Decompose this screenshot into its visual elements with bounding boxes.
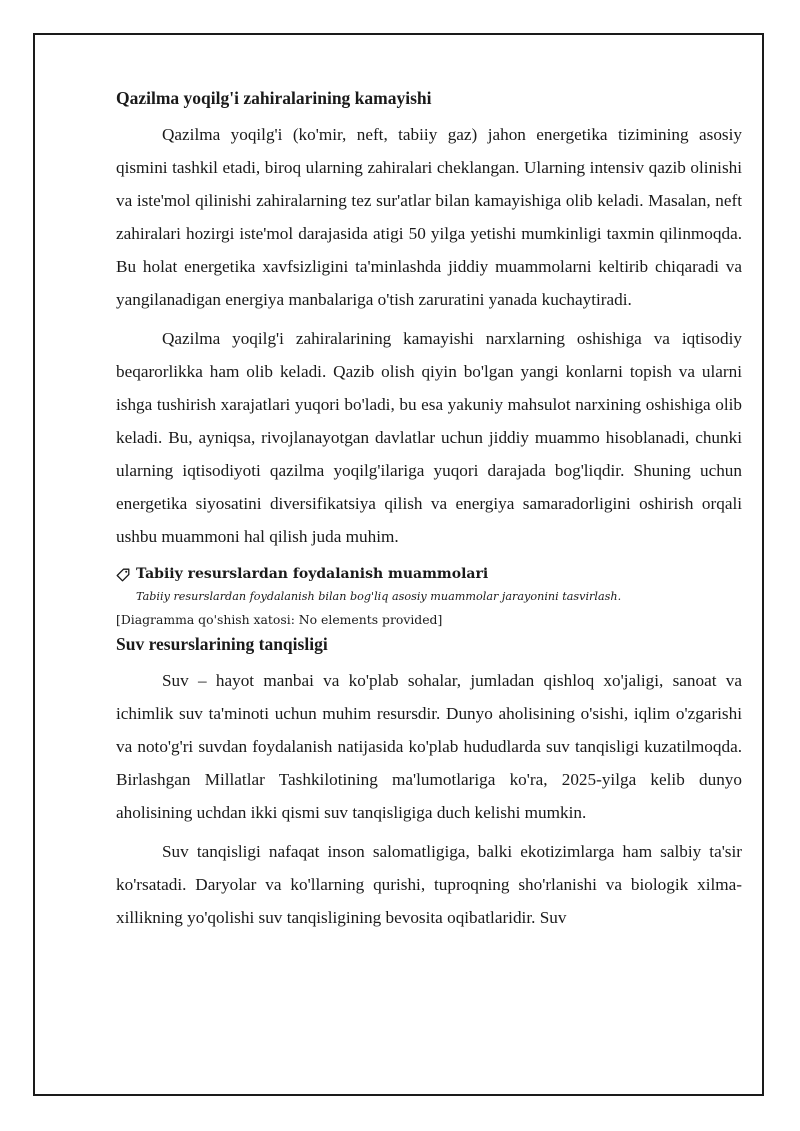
paragraph: Qazilma yoqilg'i (ko'mir, neft, tabiiy gaz) jahon energetika tizimining asosiy qismini tashkil etadi, biroq ularning zahiralari cheklangan. Ularning intensiv qazib olinishi va iste'mol qilinishi zahiralarning tez sur'atlar bilan kamayishiga olib keladi. Masalan, neft zahiralari hozirgi iste'mol darajasida atigi 50 yilga yetishi mumkinligi taxmin qilinmoqda. Bu holat energetika xavfsizligini ta'minlashda jiddiy muammolarni keltirib chiqaradi va yangilanadigan energiya manbalariga o'tish zaruratini yanada kuchaytiradi. — [116, 125, 742, 309]
diagram-error-message: [Diagramma qo'shish xatosi: No elements provided] — [116, 612, 443, 627]
diagram-placeholder — [116, 563, 742, 630]
section-heading-fossil-fuels: Qazilma yoqilg'i zahiralarining kamayishi — [116, 88, 432, 108]
tag-icon — [116, 567, 130, 581]
paragraph: Qazilma yoqilg'i zahiralarining kamayishi narxlarning oshishiga va iqtisodiy beqarorlikka ham olib keladi. Qazib olish qiyin bo'lgan yangi konlarni topish va ularni ishga tushirish xarajatlari yuqori bo'ladi, bu esa yakuniy mahsulot narxining oshishiga olib keladi. Bu, ayniqsa, rivojlanayotgan davlatlar uchun jiddiy muammo hisoblanadi, chunki ularning iqtisodiyoti qazilma yoqilg'ilariga yuqori darajada bog'liqdir. Shuning uchun energetika siyosatini diversifikatsiya qilish va energiya samaradorligini oshirish orqali ushbu muammoni hal qilish juda muhim. — [116, 329, 742, 546]
section-heading-water-scarcity: Suv resurslarining tanqisligi — [116, 634, 328, 654]
paragraph: Suv – hayot manbai va ko'plab sohalar, jumladan qishloq xo'jaligi, sanoat va ichimlik suv ta'minoti uchun muhim resursdir. Dunyo aholisining o'sishi, iqlim o'zgarishi va noto'g'ri suvdan foydalanish natijasida ko'plab hududlarda suv tanqisligi kuzatilmoqda. Birlashgan Millatlar Tashkilotining ma'lumotlariga ko'ra, 2025-yilga kelib dunyo aholisining uchdan ikki qismi suv tanqisligiga duch kelishi mumkin. — [116, 671, 742, 822]
document-body — [116, 84, 742, 934]
diagram-title-row — [116, 563, 742, 585]
paragraph: Suv tanqisligi nafaqat inson salomatligiga, balki ekotizimlarga ham salbiy ta'sir ko'rsatadi. Daryolar va ko'llarning qurishi, tuproqning sho'rlanishi va biologik xilma-xillikning yo'qolishi suv tanqisligining bevosita oqibatlaridir. Suv — [116, 842, 742, 927]
diagram-description: Tabiiy resurslardan foydalanish bilan bog'liq asosiy muammolar jarayonini tasvirlash. — [136, 590, 622, 603]
diagram-title: Tabiiy resurslardan foydalanish muammolari — [136, 566, 489, 582]
